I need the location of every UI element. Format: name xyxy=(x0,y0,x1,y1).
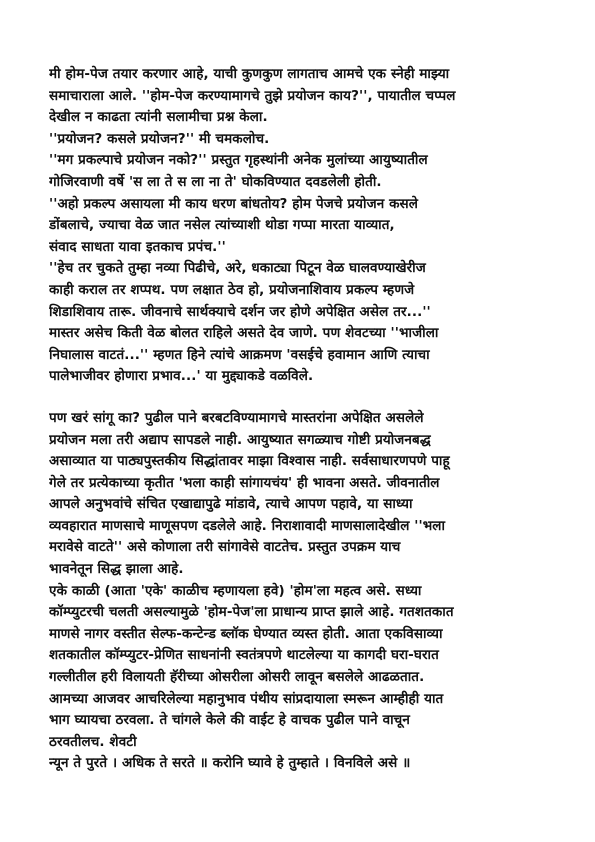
text-line: आपले अनुभवांचे संचित एखाद्यापुढे मांडावे, त्याचे आपण पहावे, या साध्या xyxy=(49,496,413,513)
text-line: पालेभाजीवर होणारा प्रभाव...' या मुद्द्याकडे वळविले. xyxy=(49,368,314,385)
text-line: गोजिरवाणी वर्षे 'स ला ते स ला ना ते' घोकविण्यात दवडलेली होती. xyxy=(49,173,382,190)
text-line: भाग घ्यायचा ठरवला. ते चांगले केले की वाईट हे वाचक पुढील पाने वाचून xyxy=(49,712,410,729)
text-line: ''प्रयोजन? कसले प्रयोजन?'' मी चमकलोच. xyxy=(49,130,270,147)
text-line: मी होम-पेज तयार करणार आहे, याची कुणकुण लागताच आमचे एक स्नेही माझ्या xyxy=(49,66,450,82)
text-line: कॉम्प्युटरची चलती असल्यामुळे 'होम-पेज'ला प्राधान्य प्राप्त झाले आहे. गतशतकात xyxy=(49,604,454,621)
text-line: ''अहो प्रकल्प असायला मी काय धरण बांधतोय? होम पेजचे प्रयोजन कसले xyxy=(49,195,419,212)
text-line: मास्तर असेच किती वेळ बोलत राहिले असते देव जाणे. पण शेवटच्या ''भाजीला xyxy=(49,325,439,342)
page-body xyxy=(49,64,559,775)
text-line: पण खरं सांगू का? पुढील पाने बरबटविण्यामागचे मास्तरांना अपेक्षित असलेले xyxy=(49,409,424,426)
text-line: शिडाशिवाय तारू. जीवनाचे सार्थक्याचे दर्शन जर होणे अपेक्षित असेल तर...'' xyxy=(49,303,431,320)
text-line: प्रयोजन मला तरी अद्याप सापडले नाही. आयुष्यात सगळ्याच गोष्टी प्रयोजनबद्ध xyxy=(49,431,431,448)
paragraph-gap xyxy=(49,388,559,408)
text-line: एके काळी (आता 'एके' काळीच म्हणायला हवे) 'होम'ला महत्व असे. सध्या xyxy=(49,582,422,599)
text-line: निघालास वाटतं...'' म्हणत हिने त्यांचे आक्रमण 'वसईचे हवामान आणि त्याचा xyxy=(49,346,430,363)
text-line: देखील न काढता त्यांनी सलामीचा प्रश्न केला. xyxy=(49,109,268,126)
text-line: समाचाराला आले. ''होम-पेज करण्यामागचे तुझे प्रयोजन काय?'', पायातील चप्पल xyxy=(49,87,456,104)
text-line: व्यवहारात माणसाचे माणूसपण दडलेले आहे. निराशावादी माणसालादेखील ''भला xyxy=(49,517,446,534)
paragraph-section-2 xyxy=(49,408,559,775)
text-line: शतकातील कॉम्प्युटर-प्रेणित साधनांनी स्वतंत्रपणे थाटलेल्या या कागदी घरा-घरात xyxy=(49,647,439,664)
text-line: डोंबलाचे, ज्याचा वेळ जात नसेल त्यांच्याशी थोडा गप्पा मारता याव्यात, xyxy=(49,217,395,234)
text-line: ''हेच तर चुकते तुम्हा नव्या पिढीचे, अरे, धकाट्या पिटून वेळ घालवण्याखेरीज xyxy=(49,260,426,277)
paragraph-section-1 xyxy=(49,64,559,388)
text-line: ठरवतीलच. शेवटी xyxy=(49,733,137,750)
text-line: काही कराल तर शप्पथ. पण लक्षात ठेव हो, प्रयोजनाशिवाय प्रकल्प म्हणजे xyxy=(49,281,415,298)
text-line: माणसे नागर वस्तीत सेल्फ-कन्टेन्ड ब्लॉक घेण्यात व्यस्त होती. आता एकविसाव्या xyxy=(49,625,443,642)
text-line: भावनेतून सिद्ध झाला आहे. xyxy=(49,561,184,578)
text-line: आमच्या आजवर आचरिलेल्या महानुभाव पंथीय सांप्रदायाला स्मरून आम्हीही यात xyxy=(49,690,444,707)
text-line: गल्लीतील हरी विलायती हॅरीच्या ओसरीला ओसरी लावून बसलेले आढळतात. xyxy=(49,669,425,686)
closing-verse: न्यून ते पुरते । अधिक ते सरते ॥ करोनि घ्यावे हे तुम्हाते । विनविले असे ॥ xyxy=(49,755,411,772)
text-line: ''मग प्रकल्पाचे प्रयोजन नको?'' प्रस्तुत गृहस्थांनी अनेक मुलांच्या आयुष्यातील xyxy=(49,152,428,169)
text-line: संवाद साधता यावा इतकाच प्रपंच.'' xyxy=(49,238,226,255)
text-line: गेले तर प्रत्येकाच्या कृतीत 'भला काही सांगायचंय' ही भावना असते. जीवनातील xyxy=(49,474,440,491)
text-line: असाव्यात या पाठ्यपुस्तकीय सिद्धांतावर माझा विश्वास नाही. सर्वसाधारणपणे पाहू xyxy=(49,453,450,470)
text-line: मरावेसे वाटते'' असे कोणाला तरी सांगावेसे वाटतेच. प्रस्तुत उपक्रम याच xyxy=(49,539,401,556)
